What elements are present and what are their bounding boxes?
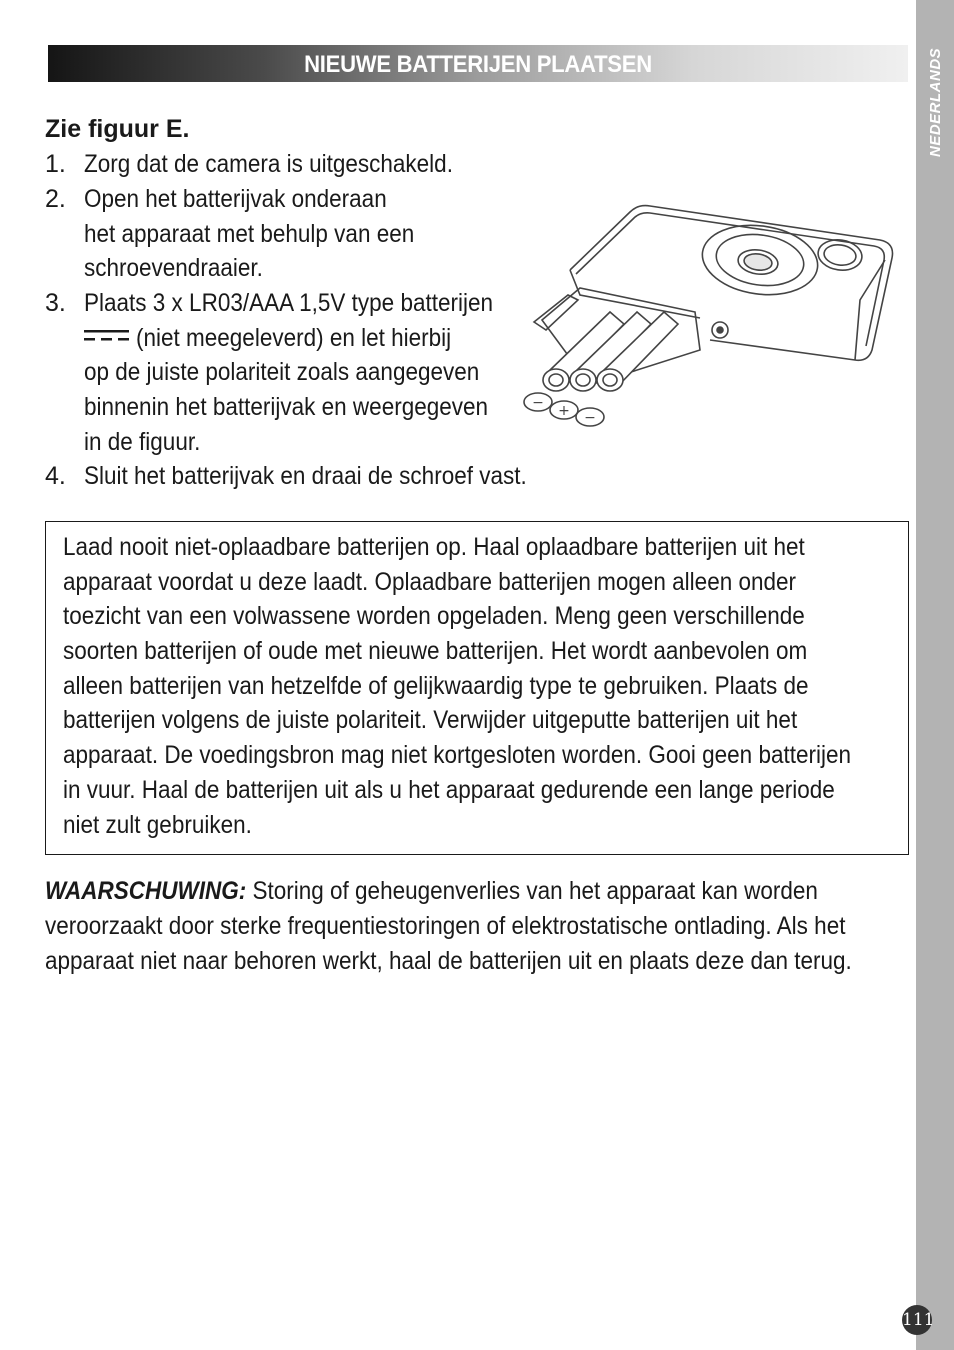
note-text: Storing of geheugenverlies van het apparaat kan worden xyxy=(246,877,818,905)
step-number: 2. xyxy=(45,185,66,213)
warning-line: alleen batterijen van hetzelfde of gelijkwaardig type te gebruiken. Plaats de xyxy=(63,672,809,700)
section-title: NIEUWE BATTERIJEN PLAATSEN xyxy=(304,51,652,78)
warning-line: toezicht van een volwassene worden opgeladen. Meng geen verschillende xyxy=(63,602,805,630)
polarity-mark: − xyxy=(532,395,544,411)
step-3-line: (niet meegeleverd) en let hierbij xyxy=(84,321,486,356)
step-3-line: Plaats 3 x LR03/AAA 1,5V type batterijen xyxy=(84,289,494,317)
see-figure-label: Zie figuur E. xyxy=(45,115,190,143)
warning-line: batterijen volgens de juiste polariteit. Verwijder uitgeputte batterijen uit het xyxy=(63,706,798,734)
step-3-line: binnenin het batterijvak en weergegeven xyxy=(84,393,489,421)
side-tab-bar xyxy=(916,0,954,1350)
step-3-line: in de figuur. xyxy=(84,428,201,456)
step-4-line: Sluit het batterijvak en draai de schroef vast. xyxy=(84,462,527,490)
step-number: 1. xyxy=(45,150,66,178)
polarity-mark: + xyxy=(558,403,570,419)
step-2-line: Open het batterijvak onderaan xyxy=(84,185,387,213)
note-line: veroorzaakt door sterke frequentiestoringen of elektrostatische ontlading. Als het xyxy=(45,912,846,940)
step-3-line: op de juiste polariteit zoals aangegeven xyxy=(84,358,480,386)
step-2-line: het apparaat met behulp van een xyxy=(84,220,415,248)
polarity-mark: − xyxy=(584,410,596,426)
page-number: 111 xyxy=(902,1305,932,1335)
camera-battery-figure xyxy=(520,200,905,435)
step-number: 3. xyxy=(45,289,66,317)
warning-line: in vuur. Haal de batterijen uit als u het apparaat gedurende een lange periode xyxy=(63,776,835,804)
direct-current-icon xyxy=(84,330,129,342)
step-2-line: schroevendraaier. xyxy=(84,254,263,282)
warning-line: apparaat voordat u deze laadt. Oplaadbare batterijen mogen alleen onder xyxy=(63,568,797,596)
side-tab-language: NEDERLANDS xyxy=(927,47,944,157)
note-line: apparaat niet naar behoren werkt, haal de batterijen uit en plaats deze dan terug. xyxy=(45,947,852,975)
note-line xyxy=(45,874,904,909)
warning-line: apparaat. De voedingsbron mag niet kortgesloten worden. Gooi geen batterijen xyxy=(63,741,852,769)
warning-line: niet zult gebruiken. xyxy=(63,811,252,839)
step-1-line: Zorg dat de camera is uitgeschakeld. xyxy=(84,150,453,178)
warning-line: soorten batterijen of oude met nieuwe batterijen. Het wordt aanbevolen om xyxy=(63,637,808,665)
step-number: 4. xyxy=(45,462,66,490)
section-title-bar xyxy=(48,45,908,82)
note-label: WAARSCHUWING: xyxy=(45,877,247,905)
warning-line: Laad nooit niet-oplaadbare batterijen op. Haal oplaadbare batterijen uit het xyxy=(63,533,805,561)
